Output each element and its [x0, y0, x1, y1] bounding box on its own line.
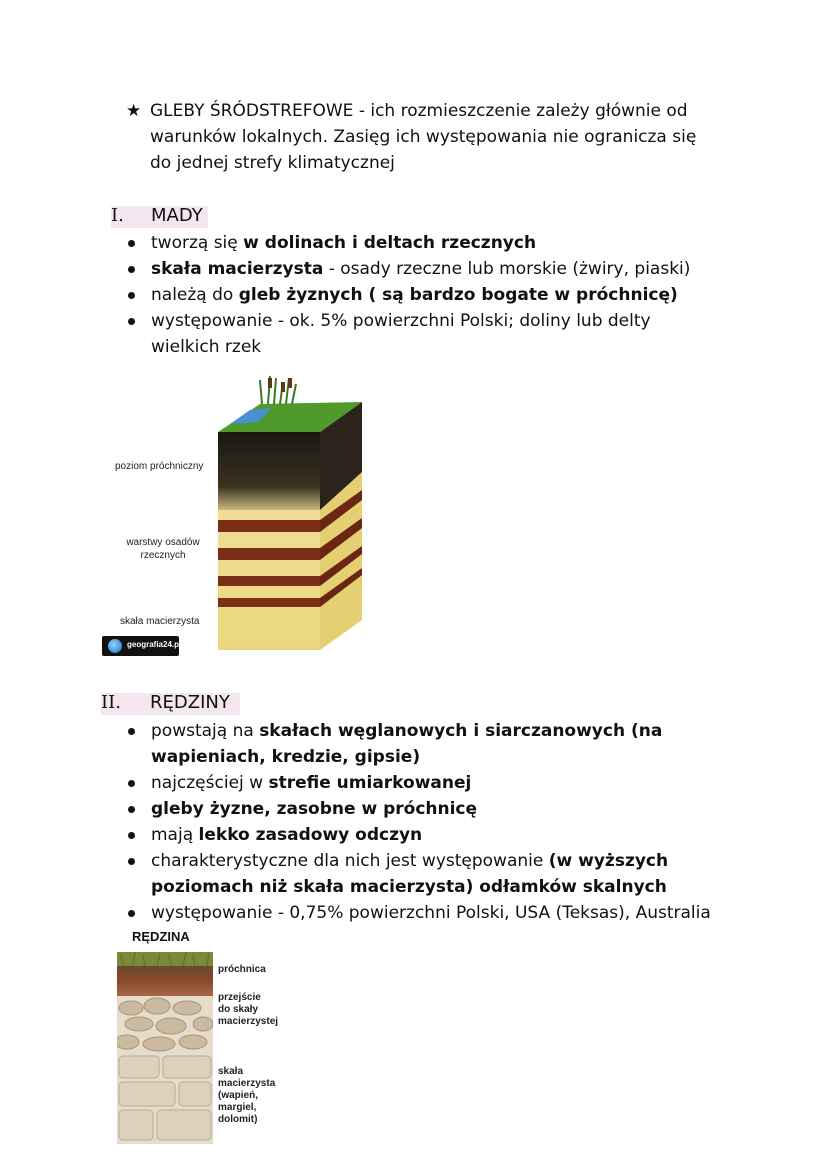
redzina-diagram-title: RĘDZINA: [132, 929, 190, 944]
redzina-soil-profile-image: [117, 952, 213, 1144]
section-number: II.: [101, 692, 121, 713]
humus-label: próchnica: [218, 964, 266, 975]
bullet-icon: [128, 910, 135, 917]
globe-icon: [108, 639, 122, 653]
intro-line: GLEBY ŚRÓDSTREFOWE - ich rozmieszczenie zależy głównie od: [150, 101, 688, 121]
bullet-icon: [128, 858, 135, 865]
list-item: gleby żyzne, zasobne w próchnicę: [124, 796, 744, 822]
humus-label: poziom próchniczny: [115, 461, 204, 472]
list-item: powstają na skałach węglanowych i siarczanowych (na wapieniach, kredzie, gipsie): [124, 718, 744, 770]
bullet-icon: [128, 266, 135, 273]
bullet-icon: [128, 780, 135, 787]
intro-line: do jednej strefy klimatycznej: [150, 153, 395, 173]
bullet-icon: [128, 318, 135, 325]
list-item: charakterystyczne dla nich jest występowanie (w wyższych poziomach niż skała macierzysta) odłamków skalnych: [124, 848, 744, 900]
bullet-icon: [128, 240, 135, 247]
parent-rock-label: skała macierzysta (wapień, margiel, dolomit): [218, 1066, 276, 1125]
geografia24-logo: geografia24.pl: [102, 636, 179, 656]
river-deposits-label: warstwy osadów rzecznych: [126, 537, 200, 561]
section-title: RĘDZINY: [150, 692, 230, 713]
section-number: I.: [111, 205, 124, 226]
bullet-icon: [128, 806, 135, 813]
mady-soil-profile-image: [210, 372, 370, 654]
redziny-bullet-list: [124, 718, 744, 926]
bullet-icon: [128, 832, 135, 839]
list-item: występowanie - ok. 5% powierzchni Polski; doliny lub delty wielkich rzek: [124, 308, 744, 360]
list-item: skała macierzysta - osady rzeczne lub morskie (żwiry, piaski): [124, 256, 744, 282]
section-heading-mady: [111, 204, 221, 228]
star-icon: ★: [126, 101, 142, 121]
intro-line: warunków lokalnych. Zasięg ich występowania nie ogranicza się: [150, 127, 697, 147]
list-item: mają lekko zasadowy odczyn: [124, 822, 744, 848]
list-item: należą do gleb żyznych ( są bardzo bogate w próchnicę): [124, 282, 744, 308]
list-item: najczęściej w strefie umiarkowanej: [124, 770, 744, 796]
transition-label: przejście do skały macierzystej: [218, 992, 279, 1027]
bullet-icon: [128, 292, 135, 299]
bullet-icon: [128, 728, 135, 735]
mady-bullet-list: [124, 230, 744, 360]
list-item: występowanie - 0,75% powierzchni Polski, USA (Teksas), Australia: [124, 900, 744, 926]
section-heading-redziny: [101, 691, 251, 715]
list-item: tworzą się w dolinach i deltach rzecznych: [124, 230, 744, 256]
section-title: MADY: [151, 205, 203, 226]
parent-rock-label: skała macierzysta: [120, 616, 200, 627]
